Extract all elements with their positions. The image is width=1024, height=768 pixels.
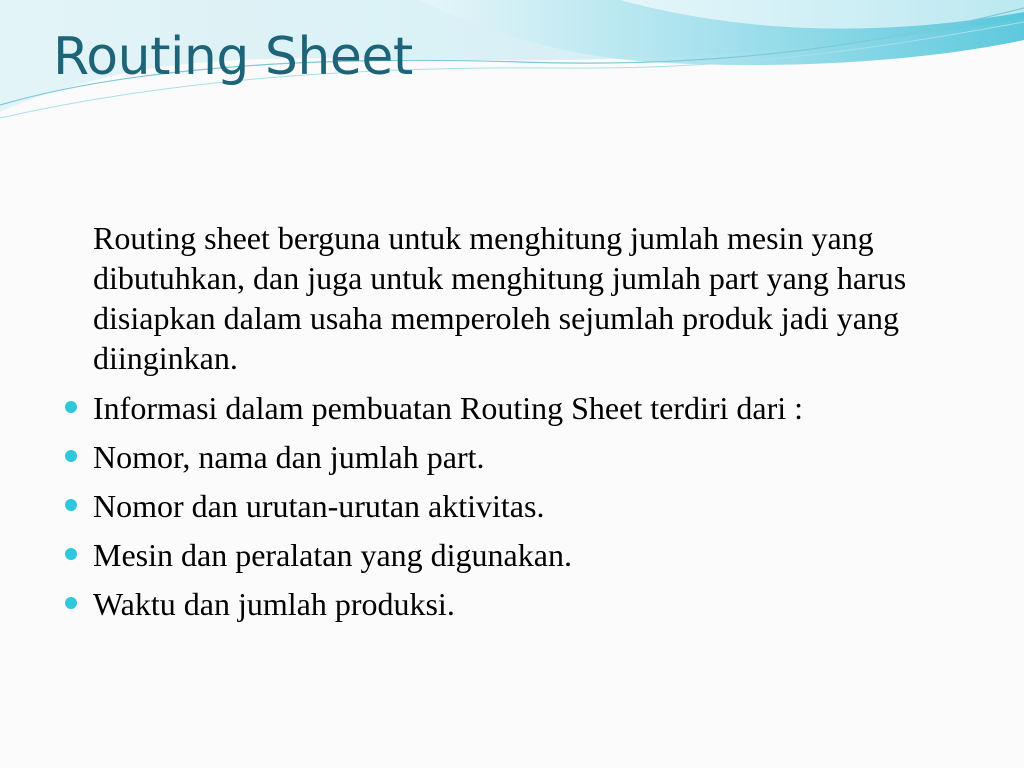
- slide-title: Routing Sheet: [53, 27, 413, 87]
- list-item-text: Nomor dan urutan-urutan aktivitas.: [93, 488, 545, 524]
- bullet-dot-icon: [65, 548, 77, 560]
- bullet-dot-icon: [65, 450, 77, 462]
- slide-body: [62, 218, 972, 633]
- list-item: [62, 486, 972, 526]
- bullet-dot-icon: [65, 499, 77, 511]
- list-item-text: Nomor, nama dan jumlah part.: [93, 439, 485, 475]
- bullet-dot-icon: [65, 401, 77, 413]
- list-item: [62, 388, 972, 428]
- list-item-text: Informasi dalam pembuatan Routing Sheet terdiri dari :: [93, 390, 804, 426]
- bullet-dot-icon: [65, 597, 77, 609]
- list-item-text: Waktu dan jumlah produksi.: [93, 586, 455, 622]
- intro-paragraph: Routing sheet berguna untuk menghitung jumlah mesin yang dibutuhkan, dan juga untuk menghitung jumlah part yang harus disiapkan dalam usaha memperoleh sejumlah produk jadi yang diinginkan.: [93, 220, 907, 376]
- list-item: [62, 535, 972, 575]
- list-item-text: Mesin dan peralatan yang digunakan.: [93, 537, 572, 573]
- bullet-list: [62, 388, 972, 624]
- list-item: [62, 437, 972, 477]
- list-item: [62, 584, 972, 624]
